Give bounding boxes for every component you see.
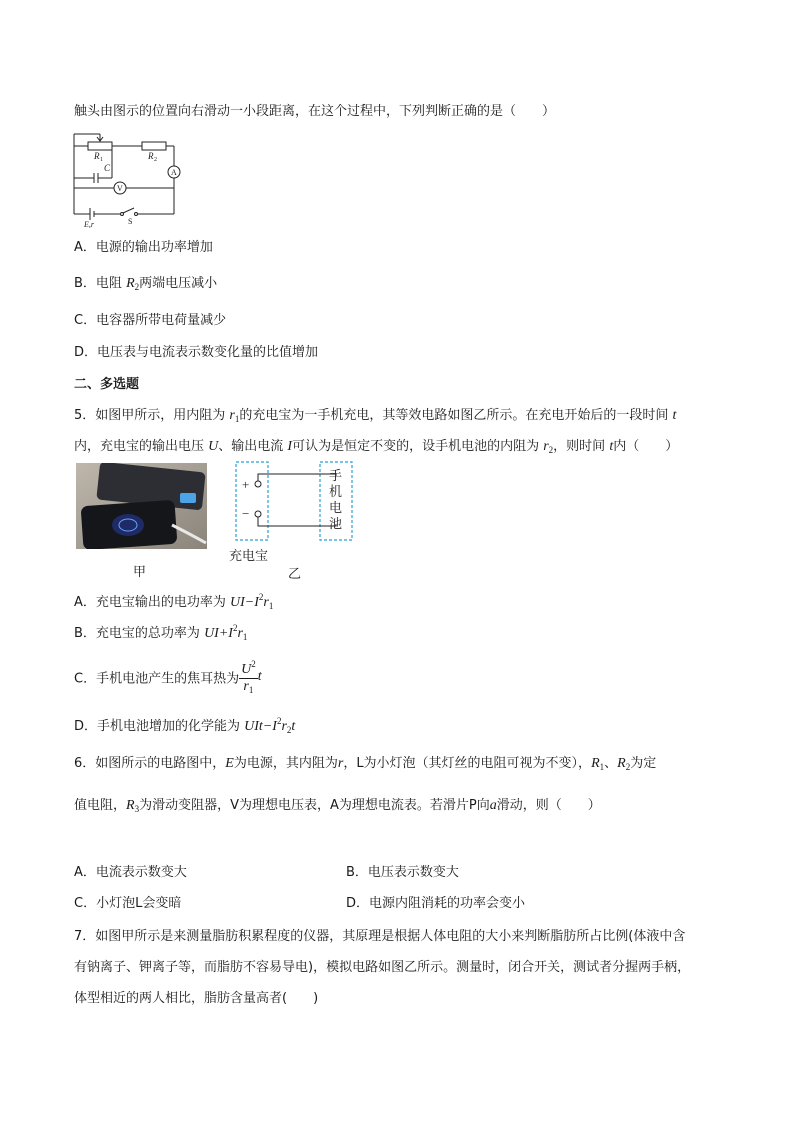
- plus-terminal: +: [242, 477, 250, 492]
- fig-yi-caption: 乙: [288, 567, 302, 582]
- q4-option-c: C．电容器所带电荷量减少: [74, 313, 227, 328]
- q6-option-a: A．电流表示数变大: [74, 865, 187, 880]
- phone-label-2: 机: [329, 484, 343, 499]
- q4-option-d: D．电压表与电流表示数变化量的比值增加: [74, 345, 319, 360]
- q6-stem-line2: 值电阻，$R_3$为滑动变阻器，V为理想电压表，A为理想电流表。若滑片P向a滑动，则（ ）: [74, 798, 601, 814]
- ammeter-label: A: [171, 168, 177, 177]
- q4-circuit-diagram: [68, 128, 188, 228]
- switch-label: S: [128, 217, 133, 226]
- q5-stem-line2: 内，充电宝的输出电压 U、输出电流 I可认为是恒定不变的，设手机电池的内阻为 $r_2$，则时间 t内（ ）: [74, 439, 679, 455]
- q5-option-c: C．手机电池产生的焦耳热为 $\frac{U^2}{r_1}$ t: [74, 656, 262, 698]
- q5-option-a: A．充电宝输出的电功率为 $UI-I^2r_1$: [74, 592, 274, 611]
- phone-label-3: 电: [329, 500, 343, 515]
- capacitor-label: C: [104, 163, 111, 173]
- q6-option-c: C．小灯泡L会变暗: [74, 896, 182, 911]
- r1-label: R: [94, 151, 100, 161]
- r2-label: R: [148, 151, 154, 161]
- q6-stem-line1: 6．如图所示的电路图中，E为电源，其内阻为r，L为小灯泡（其灯丝的电阻可视为不变），$R_1$、$R_2$为定: [74, 756, 657, 772]
- svg-text:2: 2: [154, 157, 157, 163]
- section-title: 二、多选题: [74, 377, 140, 392]
- q5-option-b: B．充电宝的总功率为 $UI+I^2r_1$: [74, 623, 248, 642]
- power-bank-photo: [76, 463, 207, 549]
- phone-label-4: 池: [329, 516, 343, 531]
- r2-resistor: [142, 142, 166, 150]
- svg-text:1: 1: [100, 157, 103, 163]
- fig-jia-caption: 甲: [133, 565, 147, 580]
- minus-terminal: −: [242, 506, 250, 521]
- q6-option-b: B．电压表示数变大: [346, 865, 459, 880]
- q7-stem-line1: 7．如图甲所示是来测量脂肪积累程度的仪器，其原理是根据人体电阻的大小来判断脂肪所占比例(体液中含: [74, 929, 686, 944]
- q6-option-d: D．电源内阻消耗的功率会变小: [346, 896, 526, 911]
- joule-heat-fraction: $\frac{U^2}{r_1}$: [239, 656, 258, 698]
- charger-label: 充电宝: [229, 549, 269, 564]
- q7-stem-line3: 体型相近的两人相比，脂肪含量高者( ): [74, 991, 319, 1006]
- voltmeter-label: V: [117, 184, 123, 193]
- phone-label-1: 手: [329, 468, 343, 483]
- r1-resistor: [88, 142, 112, 150]
- q4-option-b: B．电阻 $R_2$两端电压减小: [74, 276, 218, 292]
- q4-stem: 触头由图示的位置向右滑动一小段距离，在这个过程中，下列判断正确的是（ ）: [74, 104, 556, 119]
- q5-stem-line1: 5．如图甲所示，用内阻为 $r_1$的充电宝为一手机充电，其等效电路如图乙所示。在充电开始后的一段时间 t: [74, 408, 677, 424]
- source-label: E,r: [84, 220, 94, 228]
- q7-stem-line2: 有钠离子、钾离子等，而脂肪不容易导电)，模拟电路如图乙所示。测量时，闭合开关，测试者分握两手柄，: [74, 960, 691, 975]
- q5-option-d: D．手机电池增加的化学能为 $UIt-I^2r_2t$: [74, 716, 296, 735]
- q4-option-a: A．电源的输出功率增加: [74, 240, 213, 255]
